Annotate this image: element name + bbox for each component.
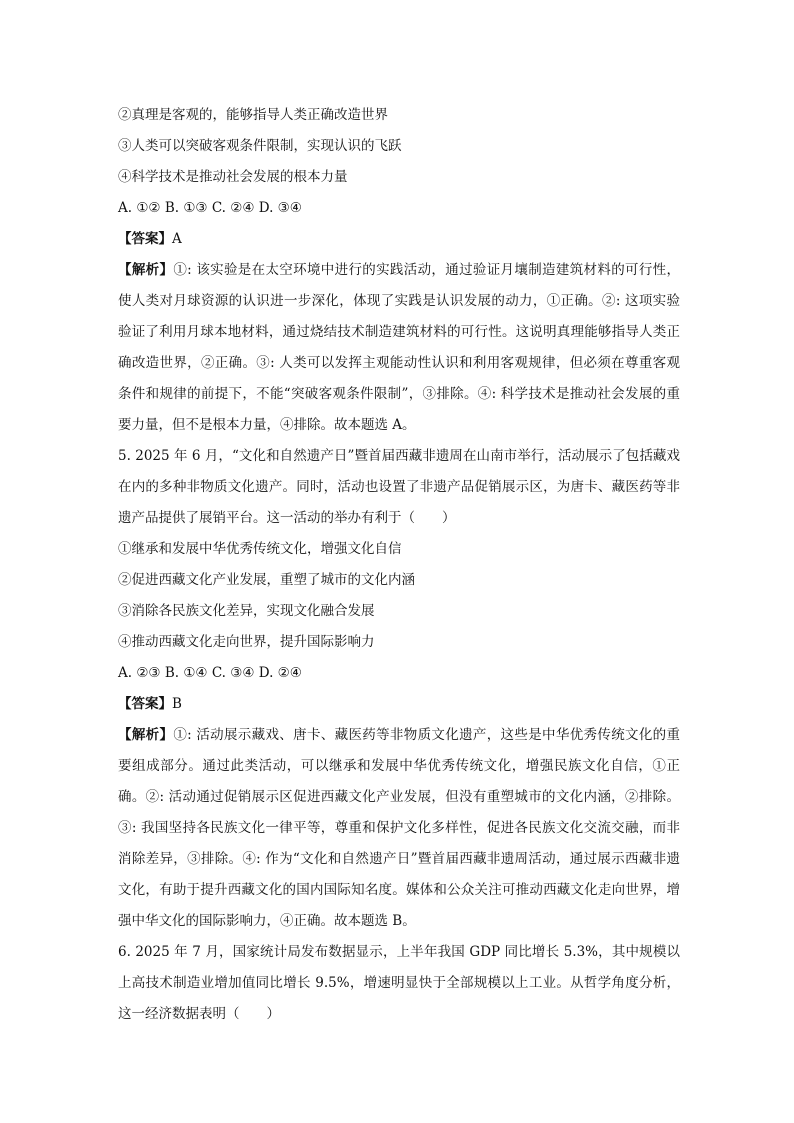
- q4-answer-label: 【答案】: [118, 231, 172, 247]
- q4-option-4: ④科学技术是推动社会发展的根本力量: [118, 169, 348, 185]
- q4-analysis-label: 【解析】: [118, 262, 174, 278]
- q5-analysis: [118, 720, 680, 937]
- q4-option-3: ③人类可以突破客观条件限制，实现认识的飞跃: [118, 138, 402, 154]
- q5-answer-label: 【答案】: [118, 696, 172, 712]
- q5-option-3: ③消除各民族文化差异，实现文化融合发展: [118, 603, 375, 619]
- q4-answer: [118, 224, 680, 255]
- q4-answer-value: A: [172, 231, 182, 247]
- q4-option-2: ②真理是客观的，能够指导人类正确改造世界: [118, 107, 388, 123]
- q4-choices: A. ①② B. ①③ C. ②④ D. ③④: [118, 200, 302, 216]
- q4-analysis: [118, 255, 680, 441]
- q5-option-1: ①继承和发展中华优秀传统文化，增强文化自信: [118, 541, 402, 557]
- q5-answer-value: B: [172, 696, 182, 712]
- q5-option-4: ④推动西藏文化走向世界，提升国际影响力: [118, 634, 375, 650]
- q4-analysis-text: ①: 该实验是在太空环境中进行的实践活动，通过验证月壤制造建筑材料的可行性，使人类对月球资源的认识进一步深化，体现了实践是认识发展的动力，①正确。②: 这项实验验证了利用月球本地材料，通过烧结技术制造建筑材料的可行性。这说明真理能够指导人类正确改造世界，②正确。③: 人类可以发挥主观能动性认识和利用客观规律，但必须在尊重客观条件和规律的前提下，不能“突破客观条件限制”，③排除。④: 科学技术是推动社会发展的重要力量，但不是根本力量，④排除。故本题选 A。: [118, 262, 681, 433]
- q5-option-2: ②促进西藏文化产业发展，重塑了城市的文化内涵: [118, 572, 415, 588]
- q5-choices: A. ②③ B. ①④ C. ③④ D. ②④: [118, 665, 302, 681]
- q5-answer: [118, 689, 680, 720]
- q6-stem: 6. 2025 年 7 月，国家统计局发布数据显示，上半年我国 GDP 同比增长 5.3%，其中规模以上高技术制造业增加值同比增长 9.5%，增速明显快于全部规模以上工业。从哲学角度分析，这一经济数据表明（ ）: [118, 944, 680, 1022]
- document-page: [118, 100, 680, 1030]
- q5-analysis-label: 【解析】: [118, 727, 174, 743]
- q5-analysis-text: ①: 活动展示藏戏、唐卡、藏医药等非物质文化遗产，这些是中华优秀传统文化的重要组成部分。通过此类活动，可以继承和发展中华优秀传统文化，增强民族文化自信，①正确。②: 活动通过促销展示区促进西藏文化产业发展，但没有重塑城市的文化内涵，②排除。③: 我国坚持各民族文化一律平等，尊重和保护文化多样性，促进各民族文化交流交融，而非消除差异，③排除。④: 作为“文化和自然遗产日”暨首届西藏非遗周活动，通过展示西藏非遗文化，有助于提升西藏文化的国内国际知名度。媒体和公众关注可推动西藏文化走向世界，增强中华文化的国际影响力，④正确。故本题选 B。: [118, 727, 681, 929]
- q5-stem: 5. 2025 年 6 月，“文化和自然遗产日”暨首届西藏非遗周在山南市举行，活动展示了包括藏戏在内的多种非物质文化遗产。同时，活动也设置了非遗产品促销展示区，为唐卡、藏医药等非遗产品提供了展销平台。这一活动的举办有利于（ ）: [118, 448, 680, 526]
